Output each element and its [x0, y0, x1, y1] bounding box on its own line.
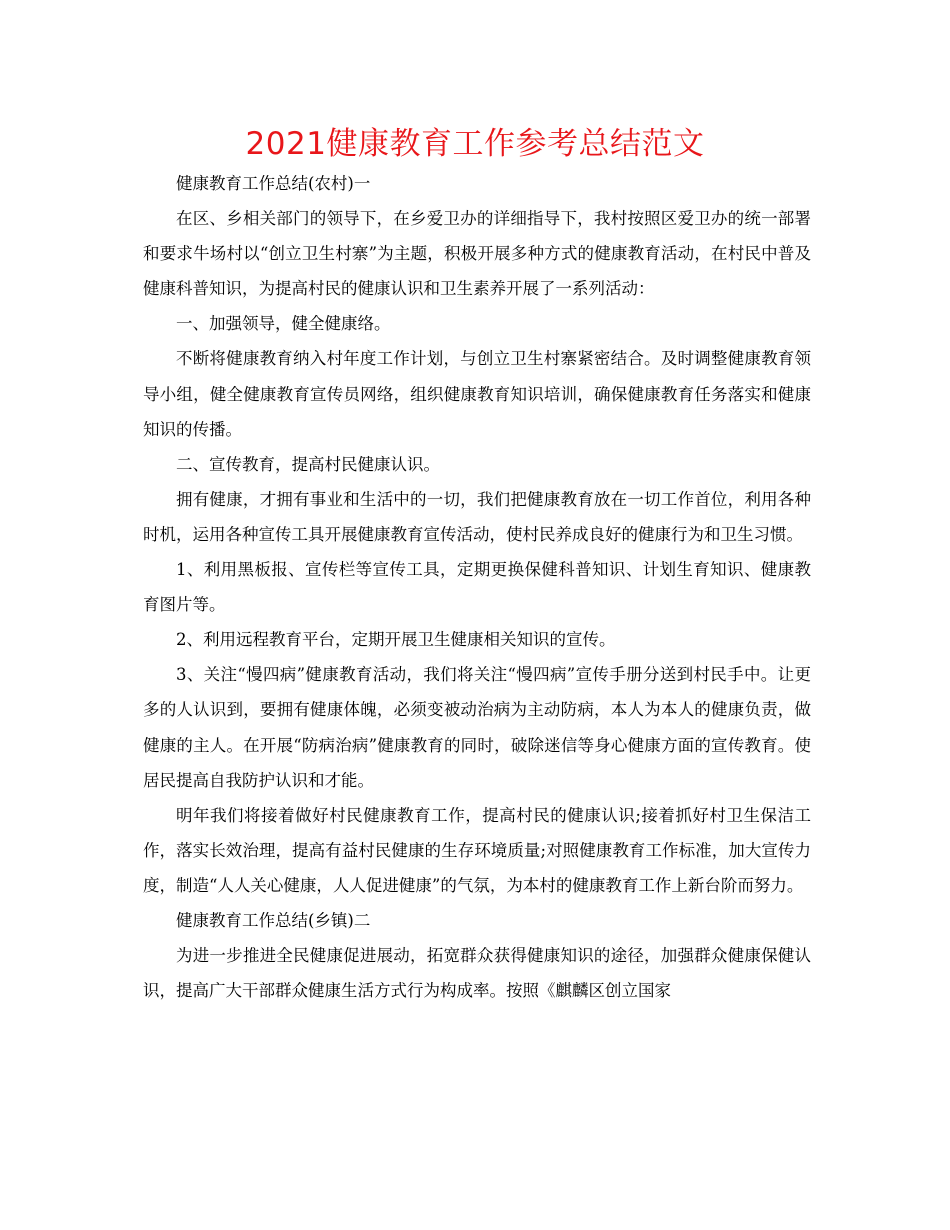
paragraph: 拥有健康，才拥有事业和生活中的一切，我们把健康教育放在一切工作首位，利用各种时机，运用各种宣传工具开展健康教育宣传活动，使村民养成良好的健康行为和卫生习惯。: [143, 489, 811, 544]
paragraph: 明年我们将接着做好村民健康教育工作，提高村民的健康认识;接着抓好村卫生保洁工作，落实长效治理，提高有益村民健康的生存环境质量;对照健康教育工作标准，加大宣传力度，制造“人人关心健康，人人促进健康”的气氛，为本村的健康教育工作上新台阶而努力。: [143, 805, 811, 895]
paragraph-section-heading-1: 健康教育工作总结(农村)一: [176, 174, 371, 193]
paragraph-section-heading-2: 健康教育工作总结(乡镇)二: [176, 910, 371, 930]
paragraph: 不断将健康教育纳入村年度工作计划，与创立卫生村寨紧密结合。及时调整健康教育领导小组，健全健康教育宣传员网络，组织健康教育知识培训，确保健康教育任务落实和健康知识的传播。: [143, 349, 811, 439]
paragraph-heading-2: 二、宣传教育，提高村民健康认识。: [176, 454, 440, 474]
paragraph: 在区、乡相关部门的领导下，在乡爱卫办的详细指导下，我村按照区爱卫办的统一部署和要求牛场村以“创立卫生村寨”为主题，积极开展多种方式的健康教育活动，在村民中普及健康科普知识，为提高村民的健康认识和卫生素养开展了一系列活动：: [143, 209, 811, 299]
document-body: [143, 166, 811, 1008]
document-title: 2021健康教育工作参考总结范文: [245, 126, 705, 162]
list-item-2: 2、利用远程教育平台，定期开展卫生健康相关知识的宣传。: [176, 630, 616, 650]
list-item-3: 3、关注“慢四病”健康教育活动，我们将关注“慢四病”宣传手册分送到村民手中。让更多的人认识到，要拥有健康体魄，必须变被动治病为主动防病，本人为本人的健康负责，做健康的主人。在开展“防病治病”健康教育的同时，破除迷信等身心健康方面的宣传教育。使居民提高自我防护认识和才能。: [143, 665, 811, 790]
list-item-1: 1、利用黑板报、宣传栏等宣传工具，定期更换保健科普知识、计划生育知识、健康教育图片等。: [143, 560, 811, 615]
paragraph: 为进一步推进全民健康促进展动，拓宽群众获得健康知识的途径，加强群众健康保健认识，提高广大干部群众健康生活方式行为构成率。按照《麒麟区创立国家: [143, 946, 811, 1001]
paragraph-heading-1: 一、加强领导，健全健康络。: [176, 314, 391, 334]
